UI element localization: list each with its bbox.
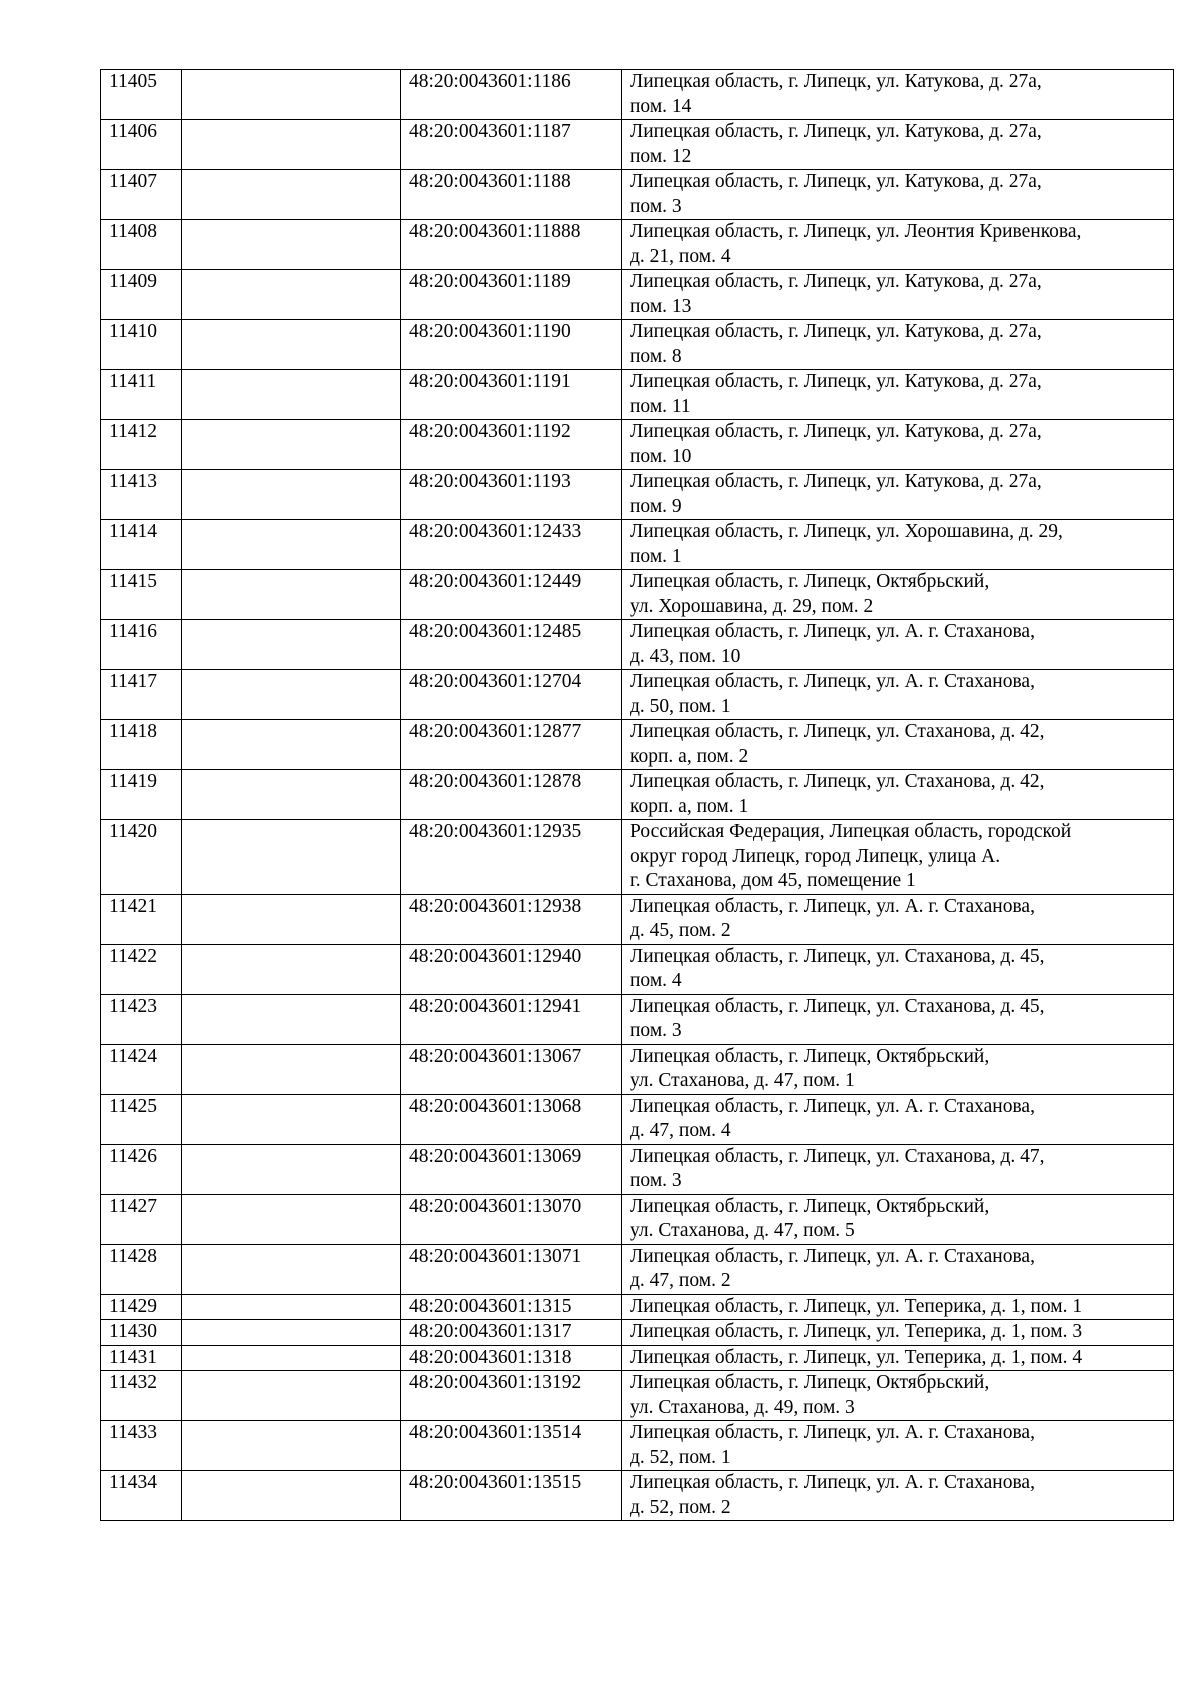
empty-cell — [182, 1144, 401, 1194]
address-cell — [622, 1345, 1174, 1371]
empty-cell — [182, 1371, 401, 1421]
address-line: Липецкая область, г. Липецк, ул. А. г. Стаханова, — [630, 621, 1035, 642]
address-line: Липецкая область, г. Липецк, ул. Хорошавина, д. 29, — [630, 521, 1063, 542]
address-cell — [622, 994, 1174, 1044]
cadastral-number-cell: 48:20:0043601:11888 — [401, 220, 622, 270]
table-row — [101, 370, 1174, 420]
cadastral-number-cell: 48:20:0043601:1186 — [401, 70, 622, 120]
row-number-cell: 11406 — [101, 120, 182, 170]
address-cell — [622, 170, 1174, 220]
address-line: пом. 3 — [630, 1020, 682, 1041]
registry-table-body — [101, 70, 1174, 1521]
address-line: ул. Стаханова, д. 47, пом. 5 — [630, 1220, 855, 1241]
empty-cell — [182, 1471, 401, 1521]
empty-cell — [182, 1294, 401, 1320]
cadastral-number-cell: 48:20:0043601:12433 — [401, 520, 622, 570]
cadastral-number-cell: 48:20:0043601:1192 — [401, 420, 622, 470]
address-cell — [622, 670, 1174, 720]
row-number-cell: 11417 — [101, 670, 182, 720]
cadastral-number-cell: 48:20:0043601:1317 — [401, 1320, 622, 1346]
row-number-cell: 11410 — [101, 320, 182, 370]
cadastral-number-cell: 48:20:0043601:13067 — [401, 1044, 622, 1094]
cadastral-number-cell: 48:20:0043601:1188 — [401, 170, 622, 220]
table-row — [101, 1194, 1174, 1244]
address-line: пом. 14 — [630, 95, 692, 117]
empty-cell — [182, 944, 401, 994]
address-line: д. 50, пом. 1 — [630, 695, 731, 717]
address-cell — [622, 520, 1174, 570]
table-row — [101, 570, 1174, 620]
address-cell — [622, 220, 1174, 270]
address-line: корп. а, пом. 1 — [630, 795, 749, 817]
table-row — [101, 1044, 1174, 1094]
table-row — [101, 470, 1174, 520]
address-line: д. 45, пом. 2 — [630, 920, 731, 941]
address-line: пом. 12 — [630, 145, 692, 167]
row-number-cell: 11425 — [101, 1094, 182, 1144]
row-number-cell: 11424 — [101, 1044, 182, 1094]
empty-cell — [182, 720, 401, 770]
empty-cell — [182, 270, 401, 320]
row-number-cell: 11419 — [101, 770, 182, 820]
cadastral-number-cell: 48:20:0043601:13070 — [401, 1194, 622, 1244]
table-row — [101, 170, 1174, 220]
row-number-cell: 11416 — [101, 620, 182, 670]
empty-cell — [182, 570, 401, 620]
address-line: Липецкая область, г. Липецк, ул. Теперика, д. 1, пом. 1 — [630, 1295, 1083, 1317]
address-line: пом. 9 — [630, 495, 682, 517]
table-row — [101, 1371, 1174, 1421]
address-line: пом. 8 — [630, 345, 682, 367]
table-row — [101, 320, 1174, 370]
empty-cell — [182, 70, 401, 120]
table-row — [101, 894, 1174, 944]
address-line: д. 47, пом. 2 — [630, 1270, 731, 1291]
empty-cell — [182, 1244, 401, 1294]
address-line: пом. 10 — [630, 445, 692, 467]
address-cell — [622, 1144, 1174, 1194]
table-row — [101, 120, 1174, 170]
cadastral-number-cell: 48:20:0043601:12704 — [401, 670, 622, 720]
address-line: ул. Хорошавина, д. 29, пом. 2 — [630, 595, 874, 617]
address-line: Липецкая область, г. Липецк, ул. Стаханова, д. 42, — [630, 721, 1045, 742]
address-cell — [622, 1320, 1174, 1346]
empty-cell — [182, 670, 401, 720]
cadastral-number-cell: 48:20:0043601:12938 — [401, 894, 622, 944]
cadastral-number-cell: 48:20:0043601:1191 — [401, 370, 622, 420]
address-cell — [622, 1194, 1174, 1244]
address-line: Липецкая область, г. Липецк, ул. А. г. Стаханова, — [630, 1472, 1035, 1493]
address-line: Липецкая область, г. Липецк, ул. Стаханова, д. 45, — [630, 995, 1045, 1017]
address-cell — [622, 1294, 1174, 1320]
address-line: д. 47, пом. 4 — [630, 1120, 731, 1141]
address-line: Липецкая область, г. Липецк, ул. Катукова, д. 27а, — [630, 271, 1042, 292]
address-line: Липецкая область, г. Липецк, ул. Катукова, д. 27а, — [630, 371, 1042, 392]
row-number-cell: 11428 — [101, 1244, 182, 1294]
empty-cell — [182, 1345, 401, 1371]
cadastral-number-cell: 48:20:0043601:13515 — [401, 1471, 622, 1521]
row-number-cell: 11405 — [101, 70, 182, 120]
row-number-cell: 11422 — [101, 944, 182, 994]
address-line: д. 52, пом. 1 — [630, 1446, 731, 1468]
cadastral-number-cell: 48:20:0043601:1193 — [401, 470, 622, 520]
row-number-cell: 11408 — [101, 220, 182, 270]
row-number-cell: 11431 — [101, 1345, 182, 1371]
address-line: д. 52, пом. 2 — [630, 1496, 731, 1518]
empty-cell — [182, 620, 401, 670]
empty-cell — [182, 520, 401, 570]
address-line: д. 43, пом. 10 — [630, 645, 741, 667]
address-line: г. Стаханова, дом 45, помещение 1 — [630, 870, 916, 891]
address-line: пом. 3 — [630, 1170, 682, 1191]
table-row — [101, 70, 1174, 120]
cadastral-number-cell: 48:20:0043601:1315 — [401, 1294, 622, 1320]
cadastral-number-cell: 48:20:0043601:13514 — [401, 1421, 622, 1471]
address-line: Липецкая область, г. Липецк, ул. Теперика, д. 1, пом. 3 — [630, 1321, 1083, 1342]
table-row — [101, 420, 1174, 470]
address-line: ул. Стаханова, д. 47, пом. 1 — [630, 1070, 855, 1091]
address-line: пом. 4 — [630, 970, 682, 991]
cadastral-number-cell: 48:20:0043601:12485 — [401, 620, 622, 670]
address-line: д. 21, пом. 4 — [630, 245, 731, 267]
cadastral-number-cell: 48:20:0043601:1318 — [401, 1345, 622, 1371]
row-number-cell: 11432 — [101, 1371, 182, 1421]
address-line: Липецкая область, г. Липецк, ул. Теперика, д. 1, пом. 4 — [630, 1346, 1083, 1368]
address-line: пом. 11 — [630, 395, 691, 417]
table-row — [101, 670, 1174, 720]
address-line: Липецкая область, г. Липецк, ул. А. г. Стаханова, — [630, 1095, 1035, 1117]
table-row — [101, 1144, 1174, 1194]
cadastral-number-cell: 48:20:0043601:1189 — [401, 270, 622, 320]
table-row — [101, 520, 1174, 570]
address-line: Липецкая область, г. Липецк, ул. А. г. Стаханова, — [630, 671, 1035, 692]
cadastral-number-cell: 48:20:0043601:13068 — [401, 1094, 622, 1144]
empty-cell — [182, 420, 401, 470]
table-row — [101, 1244, 1174, 1294]
empty-cell — [182, 1194, 401, 1244]
row-number-cell: 11418 — [101, 720, 182, 770]
row-number-cell: 11413 — [101, 470, 182, 520]
cadastral-number-cell: 48:20:0043601:12941 — [401, 994, 622, 1044]
row-number-cell: 11407 — [101, 170, 182, 220]
table-row — [101, 770, 1174, 820]
row-number-cell: 11415 — [101, 570, 182, 620]
address-line: Липецкая область, г. Липецк, ул. Леонтия Кривенкова, — [630, 221, 1082, 242]
address-cell — [622, 570, 1174, 620]
empty-cell — [182, 1320, 401, 1346]
empty-cell — [182, 220, 401, 270]
empty-cell — [182, 1094, 401, 1144]
table-row — [101, 944, 1174, 994]
address-line: Липецкая область, г. Липецк, ул. Катукова, д. 27а, — [630, 121, 1042, 142]
empty-cell — [182, 320, 401, 370]
cadastral-number-cell: 48:20:0043601:13069 — [401, 1144, 622, 1194]
address-cell — [622, 320, 1174, 370]
table-row — [101, 1294, 1174, 1320]
cadastral-number-cell: 48:20:0043601:12449 — [401, 570, 622, 620]
address-cell — [622, 944, 1174, 994]
table-row — [101, 270, 1174, 320]
address-line: ул. Стаханова, д. 49, пом. 3 — [630, 1396, 855, 1418]
row-number-cell: 11411 — [101, 370, 182, 420]
address-line: Липецкая область, г. Липецк, ул. А. г. Стаханова, — [630, 895, 1035, 917]
address-cell — [622, 420, 1174, 470]
address-line: корп. а, пом. 2 — [630, 745, 749, 767]
table-row — [101, 1094, 1174, 1144]
address-cell — [622, 1094, 1174, 1144]
address-cell — [622, 1471, 1174, 1521]
address-line: Липецкая область, г. Липецк, Октябрьский, — [630, 1195, 990, 1217]
table-row — [101, 820, 1174, 895]
address-line: Липецкая область, г. Липецк, ул. Катукова, д. 27а, — [630, 421, 1042, 442]
row-number-cell: 11434 — [101, 1471, 182, 1521]
address-cell — [622, 770, 1174, 820]
cadastral-number-cell: 48:20:0043601:12878 — [401, 770, 622, 820]
address-line: пом. 3 — [630, 195, 682, 217]
row-number-cell: 11430 — [101, 1320, 182, 1346]
address-line: Липецкая область, г. Липецк, Октябрьский, — [630, 571, 990, 592]
row-number-cell: 11423 — [101, 994, 182, 1044]
address-line: Российская Федерация, Липецкая область, городской — [630, 821, 1072, 842]
table-row — [101, 994, 1174, 1044]
row-number-cell: 11412 — [101, 420, 182, 470]
row-number-cell: 11421 — [101, 894, 182, 944]
address-cell — [622, 120, 1174, 170]
empty-cell — [182, 170, 401, 220]
table-row — [101, 1345, 1174, 1371]
empty-cell — [182, 1421, 401, 1471]
row-number-cell: 11426 — [101, 1144, 182, 1194]
cadastral-number-cell: 48:20:0043601:12935 — [401, 820, 622, 895]
table-row — [101, 220, 1174, 270]
cadastral-number-cell: 48:20:0043601:13192 — [401, 1371, 622, 1421]
address-line: Липецкая область, г. Липецк, Октябрьский, — [630, 1045, 990, 1067]
address-cell — [622, 820, 1174, 895]
empty-cell — [182, 370, 401, 420]
row-number-cell: 11433 — [101, 1421, 182, 1471]
address-cell — [622, 370, 1174, 420]
table-row — [101, 1421, 1174, 1471]
address-line: пом. 13 — [630, 295, 692, 317]
address-cell — [622, 1421, 1174, 1471]
empty-cell — [182, 770, 401, 820]
address-line: Липецкая область, г. Липецк, ул. Стаханова, д. 45, — [630, 945, 1045, 967]
empty-cell — [182, 1044, 401, 1094]
table-row — [101, 1320, 1174, 1346]
empty-cell — [182, 894, 401, 944]
empty-cell — [182, 120, 401, 170]
table-row — [101, 720, 1174, 770]
address-line: Липецкая область, г. Липецк, ул. Стаханова, д. 47, — [630, 1145, 1045, 1167]
row-number-cell: 11429 — [101, 1294, 182, 1320]
address-line: пом. 1 — [630, 545, 682, 567]
address-line: Липецкая область, г. Липецк, Октябрьский, — [630, 1372, 990, 1393]
address-cell — [622, 470, 1174, 520]
row-number-cell: 11414 — [101, 520, 182, 570]
address-line: Липецкая область, г. Липецк, ул. Катукова, д. 27а, — [630, 71, 1042, 92]
table-row — [101, 620, 1174, 670]
cadastral-number-cell: 48:20:0043601:12940 — [401, 944, 622, 994]
cadastral-number-cell: 48:20:0043601:12877 — [401, 720, 622, 770]
address-cell — [622, 620, 1174, 670]
address-line: Липецкая область, г. Липецк, ул. А. г. Стаханова, — [630, 1422, 1035, 1443]
registry-table — [100, 69, 1174, 1521]
address-line: Липецкая область, г. Липецк, ул. Стаханова, д. 42, — [630, 771, 1045, 792]
address-cell — [622, 1244, 1174, 1294]
row-number-cell: 11427 — [101, 1194, 182, 1244]
address-line: Липецкая область, г. Липецк, ул. Катукова, д. 27а, — [630, 471, 1042, 492]
table-row — [101, 1471, 1174, 1521]
row-number-cell: 11420 — [101, 820, 182, 895]
empty-cell — [182, 470, 401, 520]
address-line: Липецкая область, г. Липецк, ул. А. г. Стаханова, — [630, 1245, 1035, 1267]
address-cell — [622, 720, 1174, 770]
empty-cell — [182, 994, 401, 1044]
row-number-cell: 11409 — [101, 270, 182, 320]
address-cell — [622, 270, 1174, 320]
address-cell — [622, 894, 1174, 944]
empty-cell — [182, 820, 401, 895]
address-cell — [622, 1371, 1174, 1421]
cadastral-number-cell: 48:20:0043601:1187 — [401, 120, 622, 170]
address-cell — [622, 70, 1174, 120]
address-line: округ город Липецк, город Липецк, улица А. — [630, 845, 1001, 867]
cadastral-number-cell: 48:20:0043601:13071 — [401, 1244, 622, 1294]
address-line: Липецкая область, г. Липецк, ул. Катукова, д. 27а, — [630, 171, 1042, 192]
address-cell — [622, 1044, 1174, 1094]
address-line: Липецкая область, г. Липецк, ул. Катукова, д. 27а, — [630, 321, 1042, 342]
cadastral-number-cell: 48:20:0043601:1190 — [401, 320, 622, 370]
